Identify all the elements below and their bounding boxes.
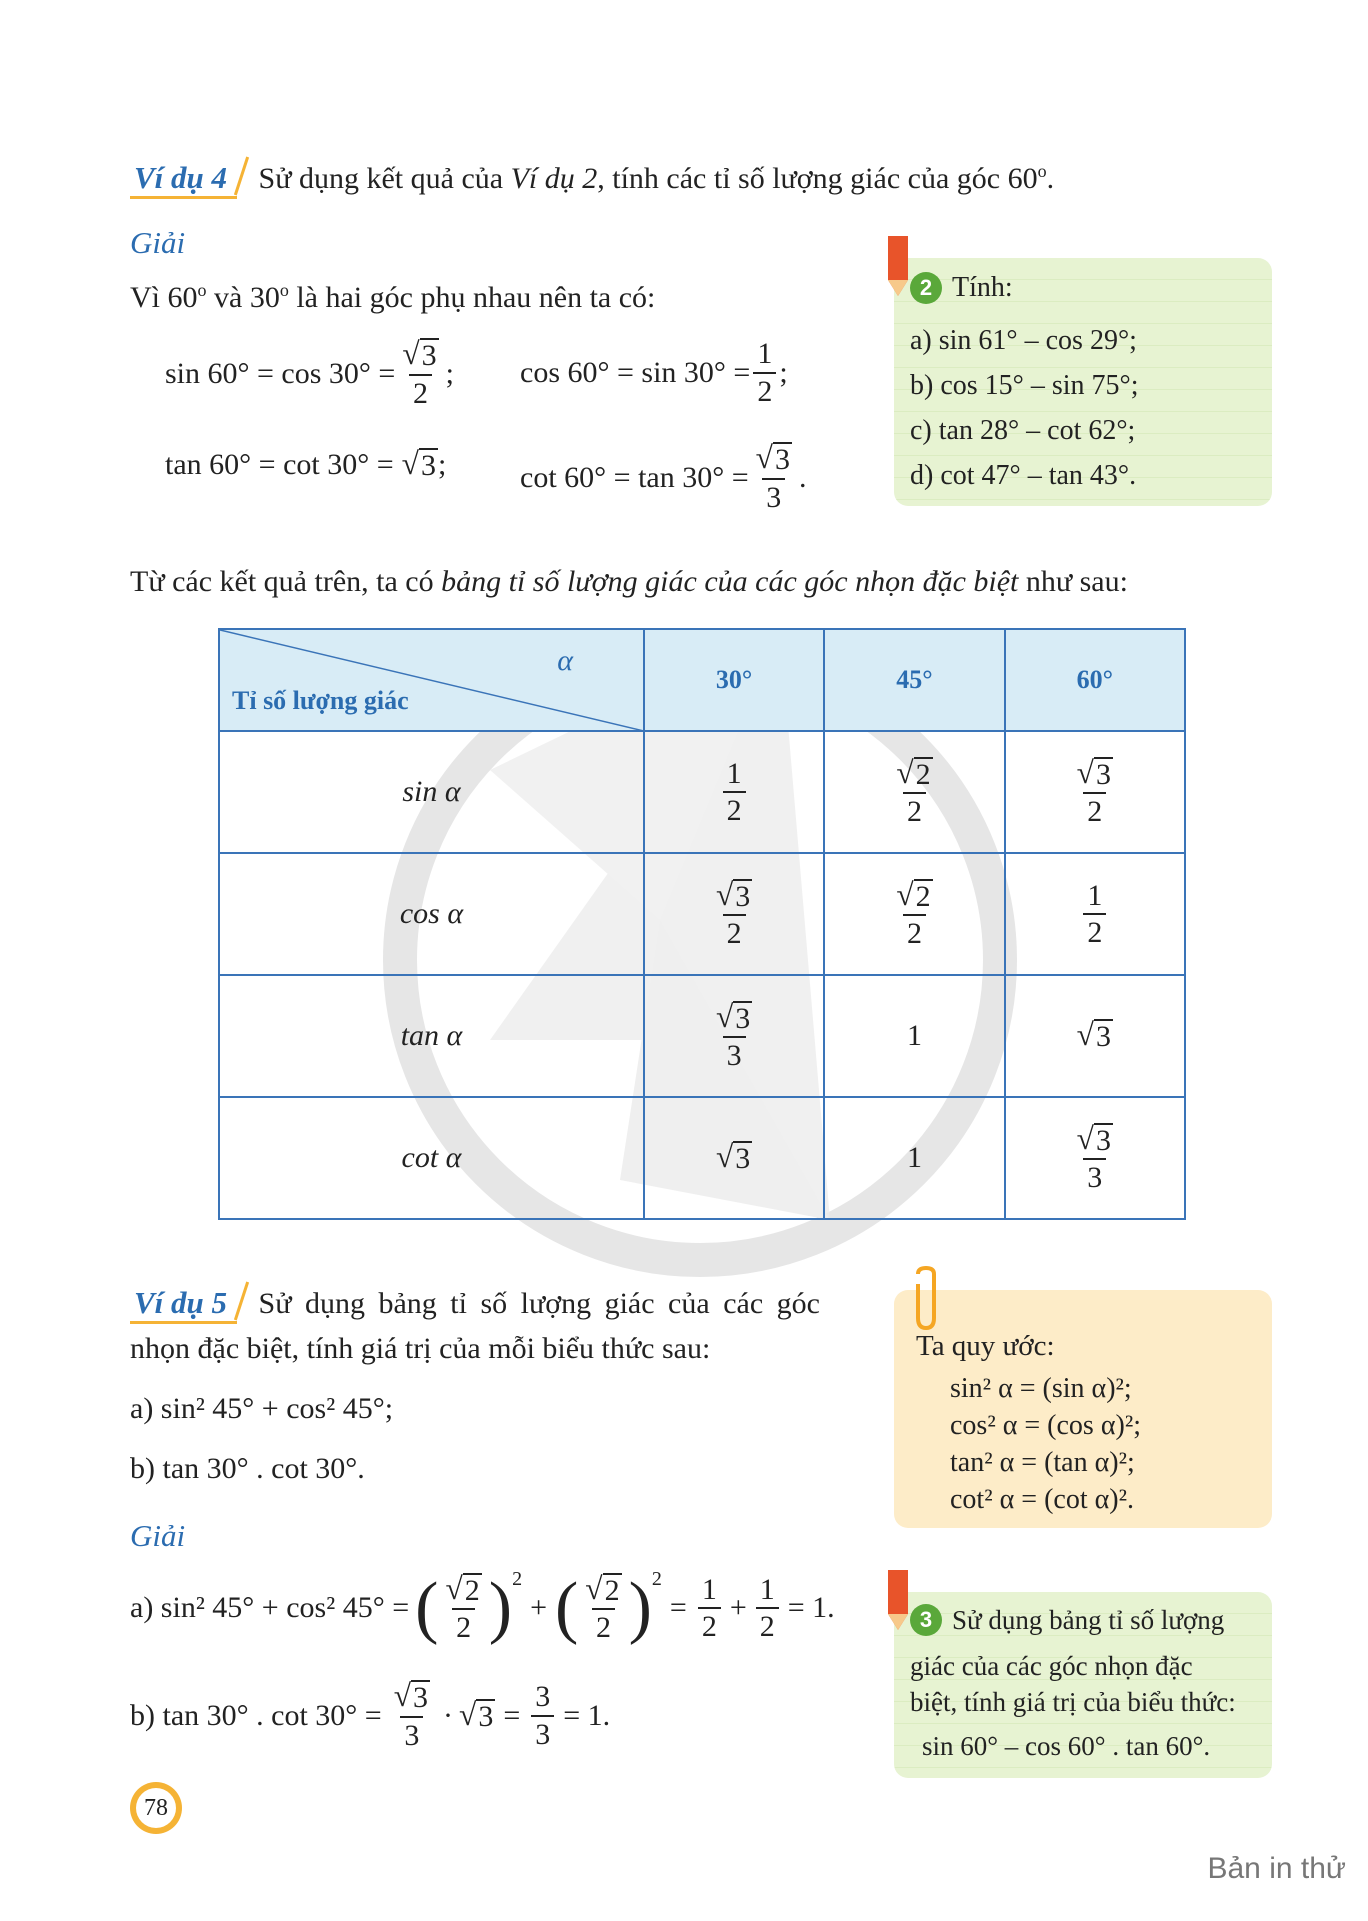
table-row-sin: [219, 731, 1185, 853]
table-col-60: 60°: [1005, 629, 1185, 731]
table-cell: [644, 853, 824, 975]
cell-sqrt: √ 3: [715, 1139, 751, 1175]
cell-numerator: 2: [915, 879, 931, 913]
formula-tan60: tan 60° = cot 30° = √ 3 ;: [165, 446, 447, 483]
exercise3-text: [910, 1648, 1236, 1764]
exercise3-box: [894, 1592, 1272, 1778]
table-cell: [824, 1097, 1004, 1219]
table-row-label: sin α: [219, 731, 644, 853]
exercise3-line4: sin 60° – cos 60° . tan 60°.: [922, 1731, 1211, 1761]
exercise2-item-b: b) cos 15° – sin 75°;: [910, 370, 1139, 401]
cell-denominator: 2: [903, 914, 926, 950]
cell-numerator: 3: [735, 1001, 751, 1035]
formula-sin60-frac: √ 3 2: [402, 336, 437, 410]
table-cell: [1005, 853, 1185, 975]
table-col-45: 45°: [824, 629, 1004, 731]
table-corner-cell: [219, 629, 644, 731]
note-line-cot: cot² α = (cot α)².: [950, 1484, 1134, 1515]
exercise2-items: [910, 318, 1139, 498]
exercise2-box: [894, 258, 1272, 506]
exercise2-item-c: c) tan 28° – cot 62°;: [910, 415, 1136, 446]
cell-denominator: 3: [1083, 1158, 1106, 1194]
formula-sin60-lhs: sin 60° = cos 30° =: [165, 356, 396, 390]
intro-part-a: Vì 60: [130, 281, 198, 314]
example5-item-a: a) sin² 45° + cos² 45°;: [130, 1392, 394, 1425]
cell-numerator: 1: [1087, 878, 1103, 912]
exercise2-title: Tính:: [952, 272, 1013, 303]
formula-cos60: cos 60° = sin 30° = $\frac{1}{2}$ ;: [520, 337, 788, 408]
solution-b-lhs: b) tan 30° . cot 30° =: [130, 1698, 382, 1732]
cell-fraction: [723, 758, 746, 827]
cell-value: 1: [906, 1019, 922, 1052]
cell-fraction: √ 3 3: [715, 998, 751, 1072]
formula-cot60-lhs: cot 60° = tan 30° =: [520, 460, 749, 494]
intro-deg-b: o: [279, 280, 289, 300]
example4-solution-label: Giải: [130, 225, 186, 260]
table-cell: [1005, 1097, 1185, 1219]
table-cell: [644, 975, 824, 1097]
cell-sqrt: √ 3: [1076, 1017, 1111, 1053]
cell-fraction: √ 3 2: [715, 876, 751, 950]
intro-part-c: là hai góc phụ nhau nên ta có:: [288, 281, 656, 314]
formula-tan60-lhs: tan 60° = cot 30° =: [165, 448, 394, 481]
table-cell: [644, 1097, 824, 1219]
cell-radicand: 3: [1095, 1020, 1111, 1053]
example5-solution-label: Giải: [130, 1518, 186, 1553]
cell-denominator: 2: [1083, 792, 1106, 828]
cell-denominator: 2: [723, 791, 746, 827]
intro-deg-a: o: [197, 280, 207, 300]
cell-denominator: 2: [1083, 913, 1106, 949]
cell-numerator: 3: [735, 879, 751, 913]
table-row-label: tan α: [219, 975, 644, 1097]
cell-radicand: 3: [735, 1142, 751, 1175]
intro-part-b: và 30: [206, 281, 280, 314]
cell-numerator: 1: [726, 756, 742, 790]
solution-a-lhs: a) sin² 45° + cos² 45° =: [130, 1591, 410, 1624]
table-row-tan: [219, 975, 1185, 1097]
note-line-cos: cos² α = (cos α)²;: [950, 1410, 1141, 1441]
table-col-30: 30°: [644, 629, 824, 731]
table-cell: [1005, 731, 1185, 853]
formula-cos60-frac: $\frac{1}{2}$: [753, 338, 776, 407]
cell-fraction: √ 2 2: [896, 876, 931, 950]
note-box: [894, 1290, 1272, 1528]
cell-fraction: √ 3 2: [1076, 754, 1111, 828]
table-row-label: cos α: [219, 853, 644, 975]
watermark-text: Bản in thử: [1207, 1852, 1346, 1885]
table-intro-pre: Từ các kết quả trên, ta có: [130, 565, 442, 598]
corner-alpha: α: [557, 644, 573, 677]
example4-text-post: , tính các tỉ số lượng giác của góc 60: [597, 162, 1038, 195]
cell-fraction: [1083, 880, 1106, 949]
table-cell: [824, 853, 1004, 975]
trig-table: [218, 628, 1186, 1220]
example4-text-pre: Sử dụng kết quả của: [258, 162, 511, 195]
example5-heading: [130, 1285, 845, 1324]
cell-denominator: 3: [723, 1036, 746, 1072]
example4-heading: [130, 160, 1054, 199]
table-row-label: cot α: [219, 1097, 644, 1219]
page-number: 78: [136, 1788, 176, 1828]
exercise2-item-d: d) cot 47° – tan 43°.: [910, 460, 1137, 491]
cell-fraction: √ 3 3: [1076, 1120, 1111, 1194]
formula-cos60-lhs: cos 60° = sin 30° =: [520, 355, 751, 389]
exercise3-line3: biệt, tính giá trị của biểu thức:: [910, 1687, 1236, 1717]
example4-dot: .: [1046, 162, 1055, 195]
table-intro-italic: bảng tỉ số lượng giác của các góc nhọn đặc biệt: [441, 565, 1019, 598]
example5-text2: nhọn đặc biệt, tính giá trị của mỗi biểu thức sau:: [130, 1332, 711, 1365]
exercise2-item-a: a) sin 61° – cos 29°;: [910, 325, 1137, 356]
cell-numerator: 3: [1095, 757, 1111, 791]
example5-item-b: b) tan 30° . cot 30°.: [130, 1452, 365, 1485]
formula-cot60-frac: √ 3 3: [755, 440, 790, 514]
cell-denominator: 2: [723, 914, 746, 950]
corner-label: Tỉ số lượng giác: [232, 686, 409, 715]
cell-fraction: √ 2 2: [896, 754, 931, 828]
note-line-tan: tan² α = (tan α)²;: [950, 1447, 1135, 1478]
table-intro: [130, 565, 1128, 599]
table-cell: [644, 731, 824, 853]
example4-intro: [130, 280, 655, 315]
example5-text1: Sử dụng bảng tỉ số lượng giác của các góc: [258, 1287, 820, 1320]
exercise3-number: 3: [910, 1604, 942, 1636]
page-number-badge: [130, 1782, 182, 1834]
exercise2-number: 2: [910, 272, 942, 304]
example4-label: Ví dụ 4: [130, 160, 237, 199]
formula-sin60: sin 60° = cos 30° = √ 3 2 ;: [165, 336, 454, 410]
table-body: [219, 731, 1185, 1219]
example5-label: Ví dụ 5: [130, 1285, 237, 1324]
paperclip-icon: [908, 1266, 944, 1332]
table-header-row: [219, 629, 1185, 731]
cell-value: 1: [906, 1141, 922, 1174]
table-cell: [1005, 975, 1185, 1097]
solution-b: b) tan 30° . cot 30° = √ 3 3 · √ 3 = $\frac{3}{3}$ = 1.: [130, 1678, 611, 1752]
cell-numerator: 2: [915, 757, 931, 791]
corner-diagonal: [220, 630, 648, 732]
example4-text-ref: Ví dụ 2: [510, 162, 598, 195]
example4-deg: o: [1037, 161, 1047, 181]
formula-cot60: cot 60° = tan 30° = √ 3 3 .: [520, 440, 807, 514]
exercise3-line1: Sử dụng bảng tỉ số lượng: [952, 1604, 1225, 1635]
exercise3-line2: giác của các góc nhọn đặc: [910, 1651, 1193, 1681]
table-cell: [824, 731, 1004, 853]
note-lines: [950, 1370, 1141, 1518]
table-row-cot: [219, 1097, 1185, 1219]
note-line-sin: sin² α = (sin α)²;: [950, 1373, 1132, 1404]
table-cell: [824, 975, 1004, 1097]
cell-denominator: 2: [903, 792, 926, 828]
table-row-cos: [219, 853, 1185, 975]
solution-a: a) sin² 45° + cos² 45° = ( √ 2 2 ) $^2$ + ( √ 2 2 ) $^2$ = $\frac{1}{2}$ + $\frac{1}{2}$ = 1.: [130, 1568, 835, 1646]
cell-numerator: 3: [1095, 1123, 1111, 1157]
note-title: Ta quy ước:: [916, 1330, 1055, 1362]
table-intro-post: như sau:: [1018, 565, 1128, 598]
